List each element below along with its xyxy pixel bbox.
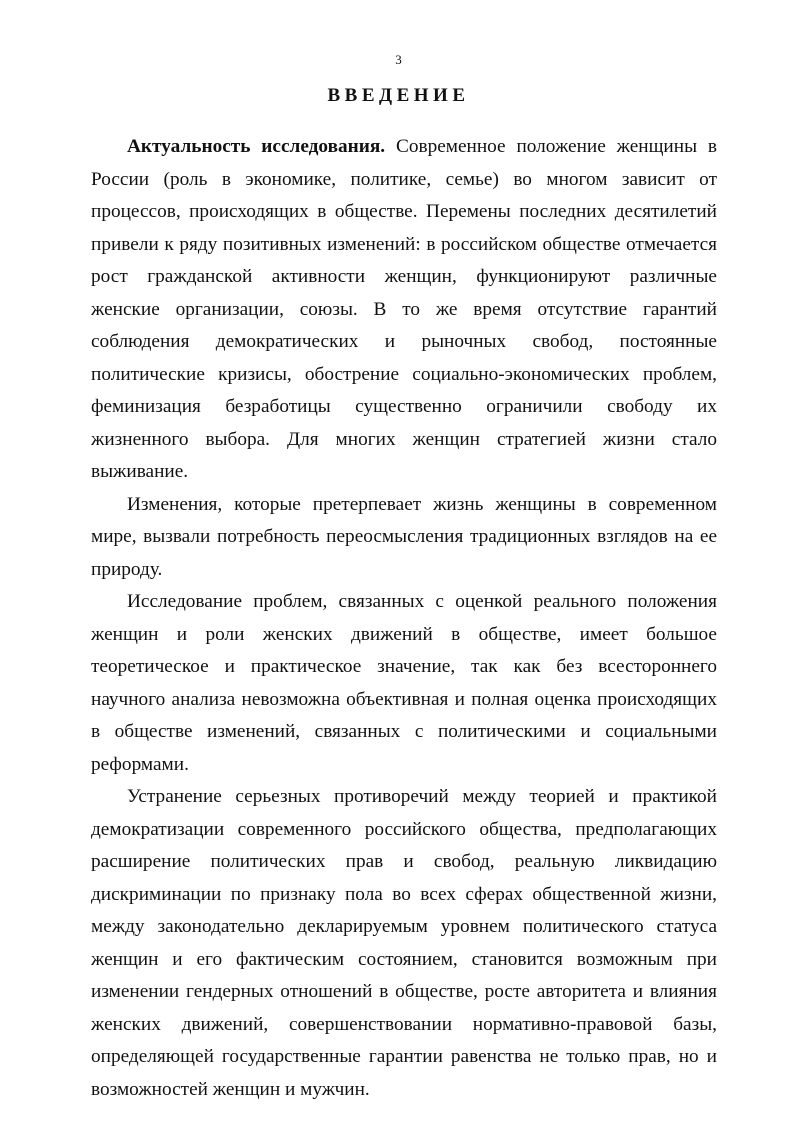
paragraph: Исследование проблем, связанных с оценкой реального положения женщин и роли женских движений в обществе, имеет большое теоретическое и практическое значение, так как без всестороннего научного анализа невозможна объективная и полная оценка происходящих в обществе изменений, связанных с политическими и социальными реформами.	[91, 591, 717, 775]
relevance-lead: Актуальность исследования.	[127, 136, 386, 157]
paragraph: Изменения, которые претерпевает жизнь женщины в современном мире, вызвали потребность переосмысления традиционных взглядов на ее природу.	[91, 493, 717, 580]
relevance-text: Современное положение женщины в России (роль в экономике, политике, семье) во многом зависит от процессов, происходящих в обществе. Перемены последних десятилетий привели к ряду позитивных изменений: в российском обществе отмечается рост гражданской активности женщин, функционируют различные женские организации, союзы. В то же время отсутствие гарантий соблюдения демократических и рыночных свобод, постоянные политические кризисы, обострение социально-экономических проблем, феминизация безработицы существенно ограничили свободу их жизненного выбора. Для многих женщин стратегией жизни стало выживание.	[91, 136, 717, 482]
paragraph-relevance	[91, 131, 717, 489]
body-text	[91, 131, 717, 1106]
paragraph: Устранение серьезных противоречий между теорией и практикой демократизации современного российского общества, предполагающих расширение политических прав и свобод, реальную ликвидацию дискриминации по признаку пола во всех сферах общественной жизни, между законодательно декларируемым уровнем политического статуса женщин и его фактическим состоянием, становится возможным при изменении гендерных отношений в обществе, росте авторитета и влияния женских движений, совершенствовании нормативно-правовой базы, определяющей государственные гарантии равенства не только прав, но и возможностей женщин и мужчин.	[91, 786, 717, 1100]
page-number: 3	[395, 52, 402, 67]
page-title: ВВЕДЕНИЕ	[327, 85, 470, 106]
